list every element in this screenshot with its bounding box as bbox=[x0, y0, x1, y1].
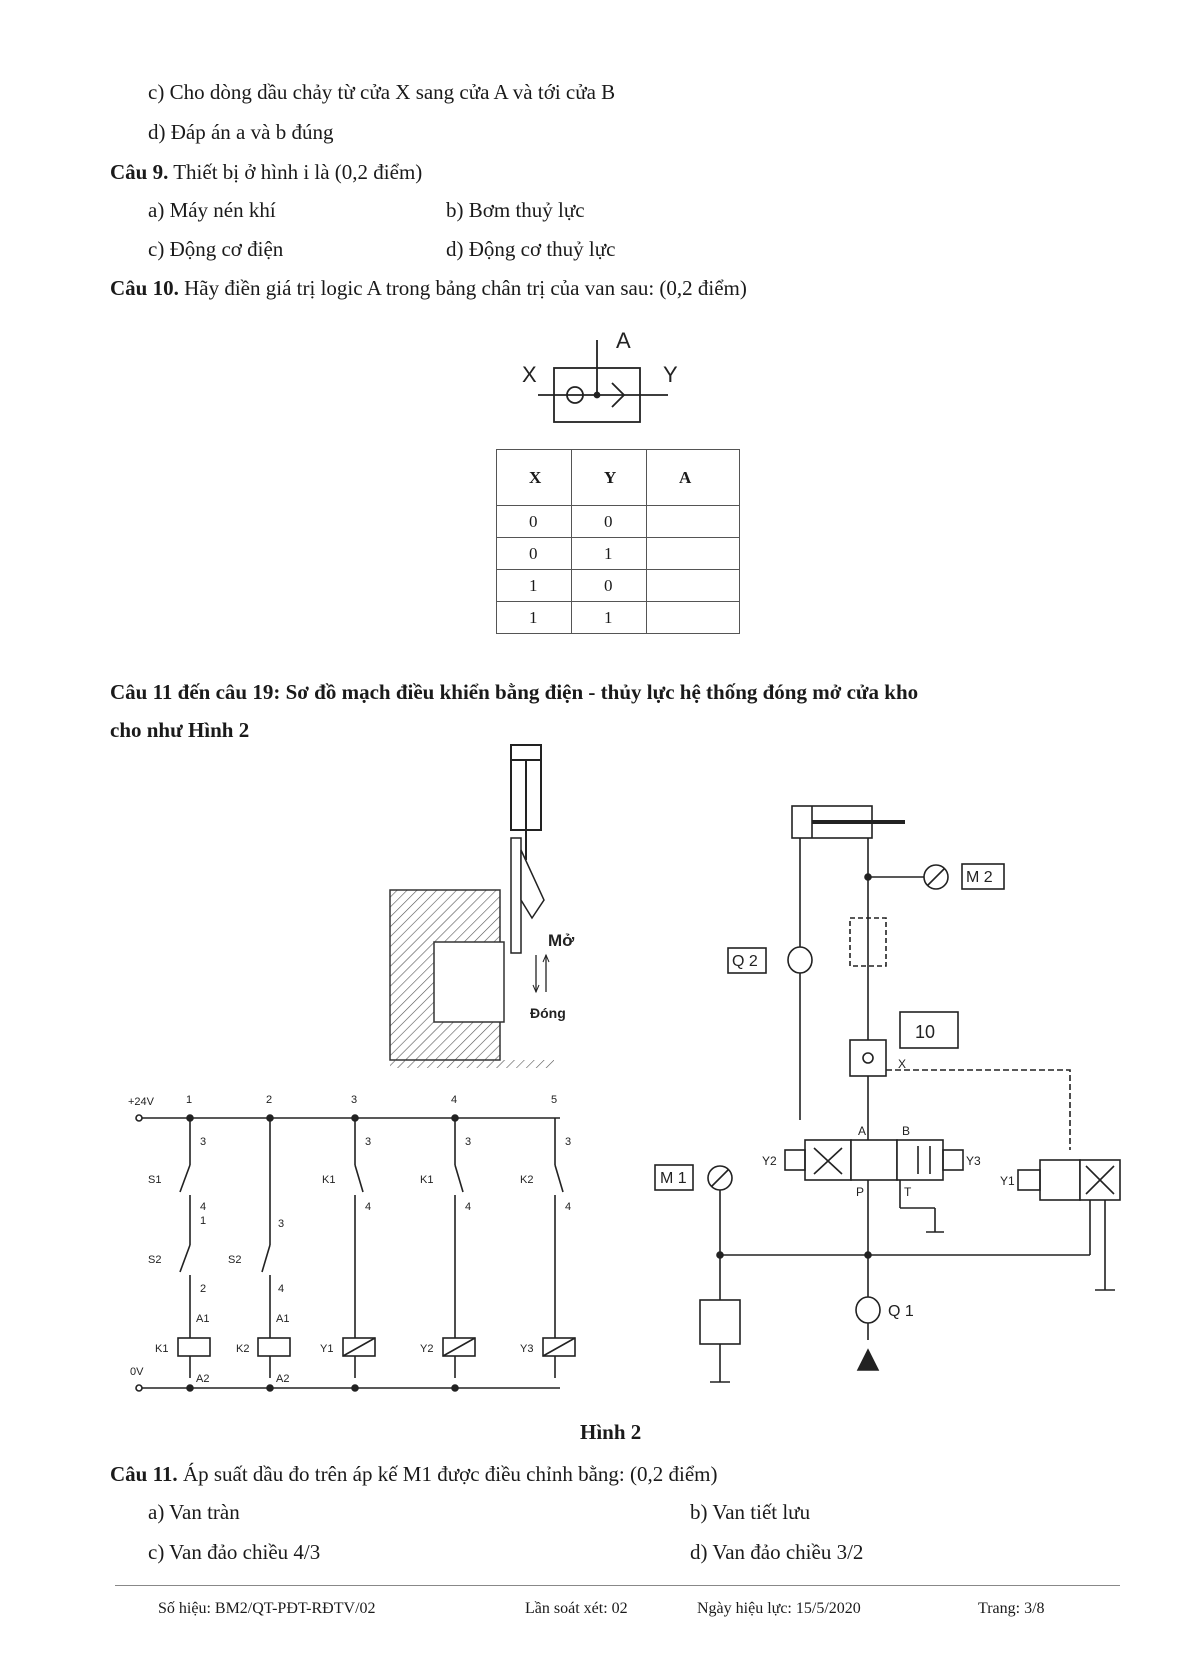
node-label: 4 bbox=[365, 1201, 372, 1213]
footer-revision: Lần soát xét: 02 bbox=[525, 1600, 628, 1617]
question-11 bbox=[110, 1462, 717, 1487]
footer-effective-date: Ngày hiệu lực: 15/5/2020 bbox=[697, 1600, 861, 1617]
contact-label: K2 bbox=[520, 1174, 534, 1186]
truth-cell: 1 bbox=[497, 570, 572, 602]
truth-cell: 0 bbox=[572, 570, 647, 602]
gauge-m2-label: M 2 bbox=[966, 869, 993, 886]
footer-divider bbox=[115, 1585, 1120, 1586]
question-10-label: Câu 10. bbox=[110, 276, 179, 300]
hydraulic-labels bbox=[660, 869, 1015, 1320]
column-number: 1 bbox=[186, 1094, 193, 1106]
q8-option-c: c) Cho dòng dầu chảy từ cửa X sang cửa A và tới cửa B bbox=[148, 80, 616, 104]
node-label: 4 bbox=[465, 1201, 472, 1213]
q8-option-d: d) Đáp án a và b đúng bbox=[148, 120, 334, 144]
question-10-text: Hãy điền giá trị logic A trong bảng chân trị của van sau: (0,2 điểm) bbox=[178, 276, 747, 300]
q9-option-a: a) Máy nén khí bbox=[148, 198, 276, 222]
contact-label: K1 bbox=[322, 1174, 336, 1186]
door-mechanism bbox=[390, 745, 575, 1068]
door-open-label: Mở bbox=[548, 931, 575, 950]
node-label: 3 bbox=[278, 1218, 285, 1230]
question-9-text: Thiết bị ở hình i là (0,2 điểm) bbox=[168, 160, 423, 184]
gauge-m1-label: M 1 bbox=[660, 1170, 687, 1187]
electrical-circuit bbox=[136, 1115, 575, 1391]
port-label: P bbox=[856, 1185, 865, 1199]
node-label: A1 bbox=[196, 1313, 210, 1325]
node-label: 3 bbox=[200, 1136, 207, 1148]
port-label: B bbox=[902, 1124, 911, 1138]
coil-label: Y3 bbox=[520, 1343, 534, 1355]
port-label: T bbox=[904, 1185, 912, 1199]
truth-header-y: Y bbox=[572, 450, 647, 506]
q11-option-d: d) Van đảo chiều 3/2 bbox=[690, 1540, 864, 1564]
node-label: 4 bbox=[200, 1201, 207, 1213]
q11-option-c: c) Van đảo chiều 4/3 bbox=[148, 1540, 321, 1564]
contact-label: K1 bbox=[420, 1174, 434, 1186]
truth-cell: 0 bbox=[497, 538, 572, 570]
footer-doc-code: Số hiệu: BM2/QT-PĐT-RĐTV/02 bbox=[158, 1600, 376, 1617]
q9-option-c: c) Động cơ điện bbox=[148, 237, 284, 261]
question-9-label: Câu 9. bbox=[110, 160, 169, 184]
section-heading-line-2: cho như Hình 2 bbox=[110, 718, 250, 742]
column-number: 5 bbox=[551, 1094, 558, 1106]
q9-option-b: b) Bơm thuỷ lực bbox=[446, 198, 585, 222]
valve-port-y: Y bbox=[663, 362, 678, 387]
question-11-label: Câu 11. bbox=[110, 1462, 178, 1486]
truth-cell: 1 bbox=[572, 538, 647, 570]
section-heading-line-1: Câu 11 đến câu 19: Sơ đồ mạch điều khiển bằng điện - thủy lực hệ thống đóng mở cửa kho bbox=[110, 680, 919, 704]
solenoid-y2-label: Y2 bbox=[762, 1154, 777, 1168]
port-label: A bbox=[858, 1124, 867, 1138]
question-11-text: Áp suất dầu đo trên áp kế M1 được điều chỉnh bằng: (0,2 điểm) bbox=[177, 1462, 718, 1486]
q11-option-b: b) Van tiết lưu bbox=[690, 1500, 811, 1524]
column-number: 3 bbox=[351, 1094, 358, 1106]
truth-cell: 0 bbox=[572, 506, 647, 538]
footer-page-number: Trang: 3/8 bbox=[978, 1600, 1045, 1617]
node-label: 1 bbox=[200, 1215, 207, 1227]
supply-zero-label: 0V bbox=[130, 1366, 144, 1378]
node-label: 3 bbox=[565, 1136, 572, 1148]
column-number: 4 bbox=[451, 1094, 458, 1106]
solenoid-y3-label: Y3 bbox=[966, 1154, 981, 1168]
coil-label: Y2 bbox=[420, 1343, 434, 1355]
node-label: 4 bbox=[278, 1283, 285, 1295]
hydraulic-circuit bbox=[655, 806, 1120, 1382]
coil-label: K2 bbox=[236, 1343, 250, 1355]
truth-header-x: X bbox=[497, 450, 572, 506]
node-label: 3 bbox=[465, 1136, 472, 1148]
node-label: 3 bbox=[365, 1136, 372, 1148]
node-label: A1 bbox=[276, 1313, 290, 1325]
solenoid-y1-label: Y1 bbox=[1000, 1174, 1015, 1188]
valve-port-a: A bbox=[616, 328, 631, 353]
valve-port-x: X bbox=[522, 362, 537, 387]
element-10-label: 10 bbox=[915, 1022, 936, 1042]
contact-label: S2 bbox=[148, 1254, 162, 1266]
q11-option-a: a) Van tràn bbox=[148, 1500, 240, 1524]
truth-cell: 1 bbox=[497, 602, 572, 634]
coil-label: K1 bbox=[155, 1343, 169, 1355]
node-label: 2 bbox=[200, 1283, 207, 1295]
flowmeter-q1-label: Q 1 bbox=[888, 1303, 914, 1320]
node-label: A2 bbox=[196, 1373, 210, 1385]
flowmeter-q2-label: Q 2 bbox=[732, 953, 758, 970]
q9-option-d: d) Động cơ thuỷ lực bbox=[446, 237, 616, 261]
contact-label: S2 bbox=[228, 1254, 242, 1266]
door-close-label: Đóng bbox=[530, 1005, 566, 1021]
figure-caption: Hình 2 bbox=[580, 1420, 642, 1444]
shuttle-valve-symbol bbox=[522, 328, 678, 422]
node-label: 4 bbox=[565, 1201, 572, 1213]
coil-label: Y1 bbox=[320, 1343, 334, 1355]
contact-label: S1 bbox=[148, 1174, 162, 1186]
supply-plus-label: +24V bbox=[128, 1096, 154, 1108]
port-label: X bbox=[898, 1057, 907, 1071]
column-number: 2 bbox=[266, 1094, 273, 1106]
truth-header-a: A bbox=[647, 450, 740, 506]
truth-cell: 0 bbox=[497, 506, 572, 538]
truth-cell: 1 bbox=[572, 602, 647, 634]
node-label: A2 bbox=[276, 1373, 290, 1385]
